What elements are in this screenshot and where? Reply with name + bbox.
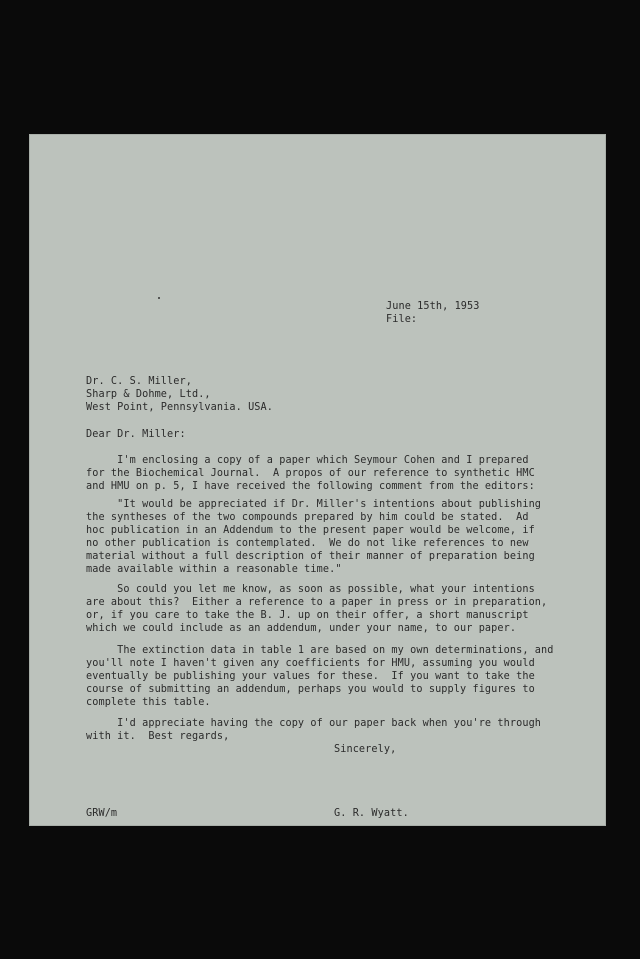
paragraph-line: you'll note I haven't given any coefficients for HMU, assuming you would [86,658,535,669]
typist-initials: GRW/m [86,808,118,819]
quote-line: the syntheses of the two compounds prepared by him could be stated. Ad [86,512,529,523]
paper-speck [158,297,160,299]
paragraph-line: are about this? Either a reference to a paper in press or in preparation, [86,597,548,608]
paragraph-line: with it. Best regards, [86,731,230,742]
signature-name: G. R. Wyatt. [334,808,409,819]
paragraph-line: eventually be publishing your values for these. If you want to take the [86,671,535,682]
quote-line: made available within a reasonable time." [86,564,342,575]
quote-line: no other publication is contemplated. We do not like references to new [86,538,529,549]
file-label: File: [386,314,418,325]
paragraph-line: The extinction data in table 1 are based on my own determinations, and [86,645,554,656]
letter-date: June 15th, 1953 [386,301,480,312]
paragraph-line: or, if you care to take the B. J. up on their offer, a short manuscript [86,610,529,621]
paragraph-line: which we could include as an addendum, under your name, to our paper. [86,623,517,634]
quote-line: hoc publication in an Addendum to the present paper would be welcome, if [86,525,535,536]
recipient-company: Sharp & Dohme, Ltd., [86,389,211,400]
quote-line: material without a full description of their manner of preparation being [86,551,535,562]
paragraph-line: I'd appreciate having the copy of our paper back when you're through [86,718,542,729]
letter-sheet [29,134,606,826]
closing: Sincerely, [334,744,397,755]
recipient-name: Dr. C. S. Miller, [86,376,192,387]
paragraph-line: complete this table. [86,697,211,708]
paragraph-line: course of submitting an addendum, perhaps you would to supply figures to [86,684,535,695]
quote-line: "It would be appreciated if Dr. Miller's intentions about publishing [86,499,542,510]
recipient-address: West Point, Pennsylvania. USA. [86,402,274,413]
paragraph-line: for the Biochemical Journal. A propos of our reference to synthetic HMC [86,468,535,479]
paragraph-line: I'm enclosing a copy of a paper which Seymour Cohen and I prepared [86,455,529,466]
salutation: Dear Dr. Miller: [86,429,186,440]
paragraph-line: So could you let me know, as soon as possible, what your intentions [86,584,535,595]
paragraph-line: and HMU on p. 5, I have received the following comment from the editors: [86,481,535,492]
